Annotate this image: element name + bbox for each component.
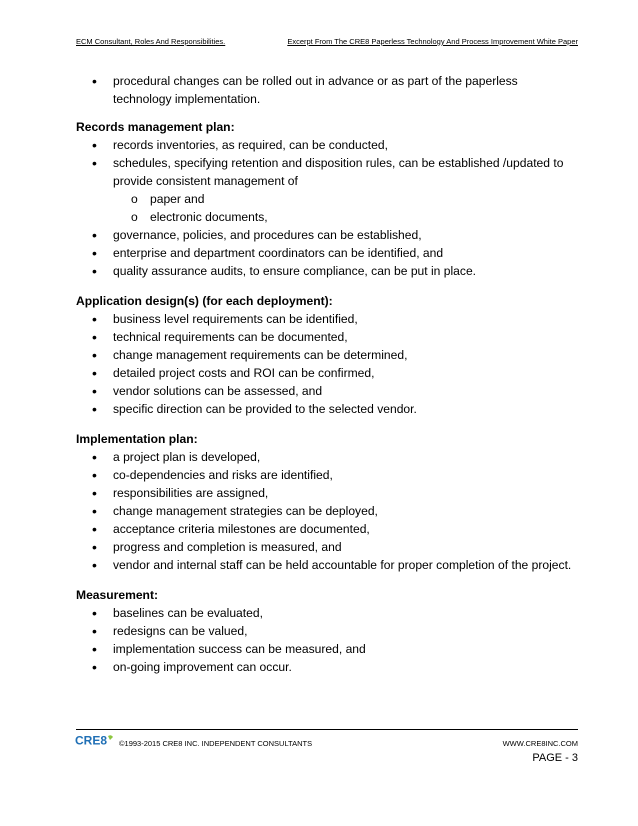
- footer-divider: [76, 729, 578, 730]
- list-item: • enterprise and department coordinators can be identified, and: [76, 244, 576, 262]
- header-title-right: Excerpt From The CRE8 Paperless Technology And Process Improvement White Paper: [287, 37, 578, 46]
- list-item: • quality assurance audits, to ensure compliance, can be put in place.: [76, 262, 576, 280]
- footer-copyright: ©1993-2015 CRE8 INC. INDEPENDENT CONSULTANTS: [119, 739, 313, 748]
- list-item: • responsibilities are assigned,: [76, 484, 576, 502]
- list-item: • specific direction can be provided to the selected vendor.: [76, 400, 576, 418]
- implementation-section: [76, 430, 576, 574]
- page-number: PAGE - 3: [532, 752, 578, 764]
- list-item: • business level requirements can be identified,: [76, 310, 576, 328]
- cre8-logo: [75, 733, 115, 747]
- records-section: [76, 118, 576, 280]
- page-header: [76, 37, 578, 49]
- list-item: • baselines can be evaluated,: [76, 604, 576, 622]
- sub-list-item: o paper and: [113, 190, 576, 208]
- section-heading: Application design(s) (for each deployment):: [76, 294, 333, 308]
- logo-leaf-icon: [108, 735, 113, 740]
- list-item: • acceptance criteria milestones are documented,: [76, 520, 576, 538]
- measurement-section: [76, 586, 576, 676]
- intro-list: [76, 72, 576, 108]
- list-item: • implementation success can be measured, and: [76, 640, 576, 658]
- footer-website[interactable]: WWW.CRE8INC.COM: [502, 739, 578, 748]
- section-heading: Implementation plan:: [76, 432, 198, 446]
- application-section: [76, 292, 576, 418]
- list-item: • technical requirements can be documented,: [76, 328, 576, 346]
- list-item: • vendor solutions can be assessed, and: [76, 382, 576, 400]
- intro-section: [76, 72, 576, 108]
- list-item: • change management strategies can be deployed,: [76, 502, 576, 520]
- list-item: • redesigns can be valued,: [76, 622, 576, 640]
- logo-text: CRE8: [75, 733, 108, 747]
- sub-list: [113, 190, 576, 226]
- sub-list-item: o electronic documents,: [113, 208, 576, 226]
- section-heading: Records management plan:: [76, 120, 235, 134]
- header-title-left: ECM Consultant, Roles And Responsibilities.: [76, 37, 226, 46]
- application-list: [76, 310, 576, 418]
- list-item: • records inventories, as required, can be conducted,: [76, 136, 576, 154]
- list-item: • a project plan is developed,: [76, 448, 576, 466]
- measurement-list: [76, 604, 576, 676]
- list-item: • procedural changes can be rolled out in advance or as part of the paperless technology implementation.: [76, 72, 576, 108]
- list-item: • vendor and internal staff can be held accountable for proper completion of the project.: [76, 556, 576, 574]
- list-item: • change management requirements can be determined,: [76, 346, 576, 364]
- list-item-text: schedules, specifying retention and disposition rules, can be established /updated to provide consistent management of: [113, 156, 564, 188]
- list-item: • detailed project costs and ROI can be confirmed,: [76, 364, 576, 382]
- list-item: [76, 154, 576, 226]
- section-heading: Measurement:: [76, 588, 158, 602]
- records-list: [76, 136, 576, 280]
- list-item: • progress and completion is measured, and: [76, 538, 576, 556]
- list-item: • on-going improvement can occur.: [76, 658, 576, 676]
- document-body: [76, 72, 576, 688]
- list-item: • co-dependencies and risks are identified,: [76, 466, 576, 484]
- implementation-list: [76, 448, 576, 574]
- list-item: • governance, policies, and procedures can be established,: [76, 226, 576, 244]
